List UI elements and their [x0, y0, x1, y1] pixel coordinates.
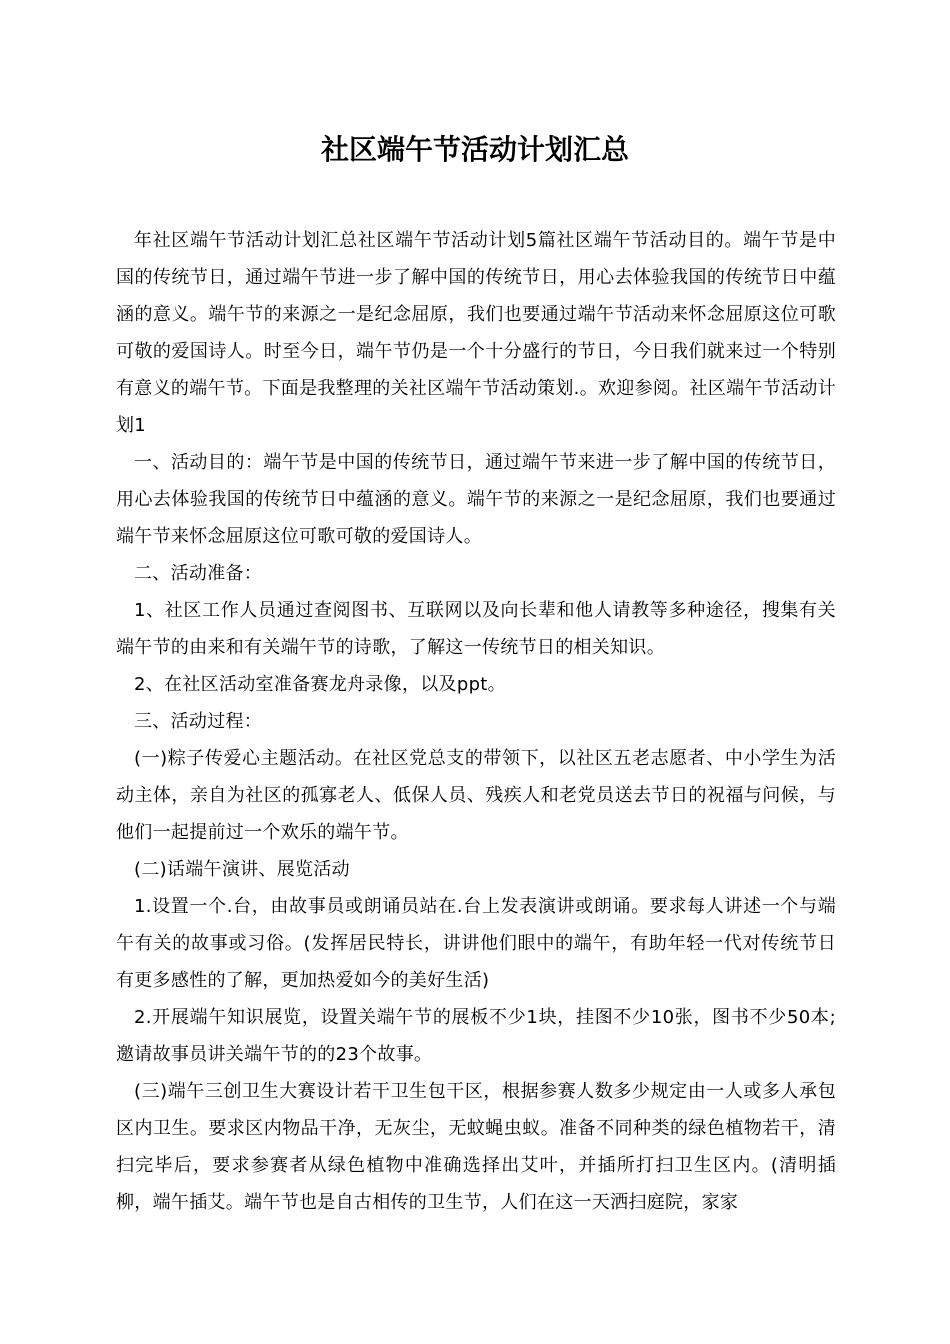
paragraph-process-1: (一)粽子传爱心主题活动。在社区党总支的带领下，以社区五老志愿者、中小学生为活动主体，亲自为社区的孤寡老人、低保人员、残疾人和老党员送去节日的祝福与问候，与他们一起提前过一个欢乐的端午节。 — [116, 748, 836, 843]
paragraph-process-3: (三)端午三创卫生大赛设计若干卫生包干区，根据参赛人数多少规定由一人或多人承包区内卫生。要求区内物品干净，无灰尘，无蚊蝇虫蚁。准备不同种类的绿色植物若干，清扫完毕后，要求参赛者从绿色植物中准确选择出艾叶，并插所打扫卫生区内。(清明插柳，端午插艾。端午节也是自古相传的卫生节，人们在这一天洒扫庭院，家家 — [116, 1081, 836, 1213]
paragraph-process-2-item-1: 1.设置一个.台，由故事员或朗诵员站在.台上发表演讲或朗诵。要求每人讲述一个与端午有关的故事或习俗。(发挥居民特长，讲讲他们眼中的端午，有助年轻一代对传统节日有更多感性的了解，更加热爱如今的美好生活) — [116, 896, 836, 991]
paragraph-intro: 年社区端午节活动计划汇总社区端午节活动计划5篇社区端午节活动目的。端午节是中国的传统节日，通过端午节进一步了解中国的传统节日，用心去体验我国的传统节日中蕴涵的意义。端午节的来源之一是纪念屈原，我们也要通过端午节活动来怀念屈原这位可歌可敬的爱国诗人。时至今日，端午节仍是一个十分盛行的节日，今日我们就来过一个特别有意义的端午节。下面是我整理的关社区端午节活动策划.。欢迎参阅。社区端午节活动计划1 — [116, 230, 836, 436]
paragraph-heading-process: 三、活动过程： — [134, 711, 263, 732]
paragraph-preparation-1: 1、社区工作人员通过查阅图书、互联网以及向长辈和他人请教等多种途径，搜集有关端午节的由来和有关端午节的诗歌，了解这一传统节日的相关知识。 — [116, 600, 836, 658]
paragraph-purpose: 一、活动目的：端午节是中国的传统节日，通过端午节来进一步了解中国的传统节日，用心去体验我国的传统节日中蕴涵的意义。端午节的来源之一是纪念屈原，我们也要通过端午节来怀念屈原这位可歌可敬的爱国诗人。 — [116, 452, 836, 547]
paragraph-preparation-2: 2、在社区活动室准备赛龙舟录像，以及ppt。 — [134, 674, 506, 695]
paragraph-process-2-item-2: 2.开展端午知识展览，设置关端午节的展板不少1块，挂图不少10张，图书不少50本;邀请故事员讲关端午节的的23个故事。 — [116, 1007, 836, 1065]
document-body — [116, 222, 836, 1221]
document-title: 社区端午节活动计划汇总 — [320, 133, 629, 166]
paragraph-process-2-heading: (二)话端午演讲、展览活动 — [134, 859, 350, 880]
paragraph-heading-preparation: 二、活动准备： — [134, 563, 263, 584]
